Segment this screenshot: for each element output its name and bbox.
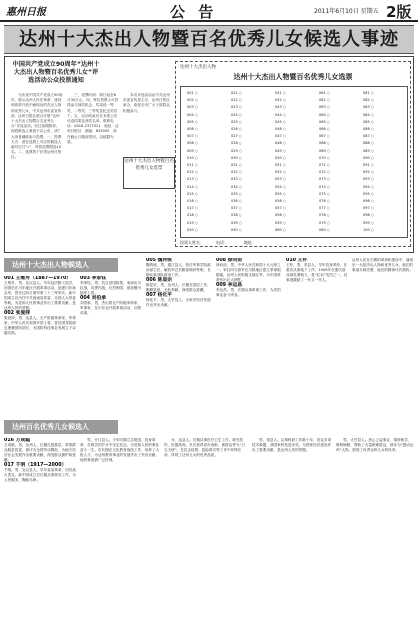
ballot-candidate[interactable]: 044 ○ [275, 112, 286, 117]
bio-column: 001 王维舟（1887—1970） 王维舟，男，宣汉县人。早年赴法勤工俭学，回国后在川东地区开展革命活动，创建川东游击军，曾任红四方面军第三十三军军长，新中国成立后历任中共西南局常委、全国人大常委等职，为党和人民的事业作出了重要贡献，是达州人民的骄傲。 002 张爱萍 张爱萍，男，达县人。无产阶级革命家、军事家，中华人民共和国开国上将，曾任国务院副总理兼国防部长，为国防科技事业发展立下卓越功勋。 [4, 276, 76, 335]
ballot-candidate[interactable]: 001 ○ [187, 91, 198, 95]
ballot-candidate[interactable]: 081 ○ [363, 91, 374, 95]
ballot-candidate[interactable]: 015 ○ [187, 191, 198, 196]
ballot-candidate[interactable]: 042 ○ [275, 98, 286, 103]
ballot-candidate[interactable]: 100 ○ [363, 227, 374, 232]
ballot-candidate[interactable]: 092 ○ [363, 170, 374, 175]
ballot-candidate[interactable]: 098 ○ [363, 213, 374, 218]
bio-column: 008 徐向前 徐向前，男，中华人民共和国十大元帅之一，率红四方面军在川陕地区建立革命根据地，达州人民积极支援红军，为中国革命作出巨大牺牲。 009 李运昌 李运昌，男，长期从事革命工作，为党的事业奋斗终身。 [216, 258, 281, 297]
ballot-title: 达州十大杰出人物暨百名优秀儿女选票 [233, 73, 353, 81]
ballot-candidate[interactable]: 056 ○ [275, 199, 286, 203]
ballot-candidate[interactable]: 027 ○ [231, 134, 242, 139]
section-header-hundred: 达州百名优秀儿女候选人 [4, 420, 118, 434]
bio-heading: 003 李家钰 [80, 276, 107, 281]
ballot-candidate[interactable]: 096 ○ [363, 199, 374, 203]
ballot-grid [180, 86, 408, 238]
ballot-candidate[interactable]: 082 ○ [363, 98, 374, 103]
ballot-candidate[interactable]: 094 ○ [363, 184, 374, 189]
bio-column: 女，达县人。长期从事医疗卫生工作，救死扶伤，医德高尚，多次获得省市表彰，被群众誉为“白衣天使”。在抗击疫情、抢险救灾等工作中冲锋在前，体现了达州儿女的优秀品质。 [164, 438, 245, 457]
ballot-candidate[interactable]: 011 ○ [187, 163, 198, 167]
ballot-candidate[interactable]: 080 ○ [319, 227, 330, 232]
ballot-candidate[interactable]: 059 ○ [275, 220, 286, 225]
ballot-candidate[interactable]: 079 ○ [319, 220, 330, 225]
ballot-candidate[interactable]: 006 ○ [187, 127, 198, 131]
ballot-candidate[interactable]: 091 ○ [363, 163, 374, 167]
bio-column: 男，渠县人。从事科研工作数十年，攻克多项技术难题，获国家科技进步奖，为国家经济建设作出了重要贡献，是达州人民的骄傲。 [252, 438, 332, 452]
bio-heading: 009 李运昌 [216, 283, 243, 288]
ballot-candidate[interactable]: 068 ○ [319, 141, 330, 146]
bio-column: 男，开江县人。少年时期立志报国，投身革命，在艰苦的岁月中坚定信念，为党和人民的事业奋斗一生。后长期在文化教育战线工作，培养了大批人才，为达州教育事业的发展作出了突出贡献。他的事迹被广泛传颂。 [80, 438, 160, 462]
bio-heading: 017 千明（1917—2000） [4, 463, 67, 468]
ballot-candidate[interactable]: 024 ○ [231, 112, 242, 117]
issue-date: 2011年6月10日 星期五 [314, 8, 379, 15]
bio-column: 003 李家钰 李家钰，男，抗日爱国将领，率部出川抗战，英勇作战，壮烈殉国，被追赠为陆军上将。 004 刘伯承 刘伯承，男，杰出的无产阶级革命家、军事家，在川东北开展革命活动，功勋卓著。 [80, 276, 142, 315]
ballot-candidate[interactable]: 047 ○ [275, 134, 286, 139]
ballot-candidate[interactable]: 040 ○ [231, 227, 242, 232]
ballot-candidate[interactable]: 022 ○ [231, 98, 242, 103]
ballot-candidate[interactable]: 069 ○ [319, 148, 330, 153]
ballot-candidate[interactable]: 090 ○ [363, 155, 374, 160]
bio-heading: 004 刘伯承 [80, 296, 107, 301]
ballot-form [175, 61, 411, 247]
ballot-candidate[interactable]: 077 ○ [319, 206, 330, 211]
ballot-candidate[interactable]: 030 ○ [231, 155, 242, 160]
section-title: 公 告 [170, 3, 218, 21]
ballot-candidate[interactable]: 004 ○ [187, 112, 198, 117]
ballot-candidate[interactable]: 016 ○ [187, 199, 198, 203]
ballot-candidate[interactable]: 013 ○ [187, 177, 198, 182]
bio-heading: 006 陈显宗 [146, 278, 173, 283]
ballot-candidate[interactable]: 085 ○ [363, 119, 374, 124]
ballot-candidate[interactable]: 065 ○ [319, 119, 330, 124]
bio-column: 005 魏传统 魏传统，男，通江县人，曾任军事学院政治部主任、解放军总后勤部顾问等职，长期从事部队政治工作。 006 陈显宗 陈显宗，男，达州人，长期在基层工作，勤勤恳恳，无私奉献，深受群众爱戴。 007 杨化平 杨化平，男，大竹县人，为家乡经济发展作出突出贡献。 [146, 258, 211, 307]
ballot-candidate[interactable]: 028 ○ [231, 141, 242, 146]
bio-heading: 001 王维舟（1887—1970） [4, 276, 72, 281]
bio-heading: 002 张爱萍 [4, 311, 31, 316]
bio-column: 016 万成聪 万成聪，男，达州人，长期扎根基层，带领群众脱贫致富，被评为全国劳动模范，为地方经济社会发展作出重要贡献，深受群众拥护和爱戴。 017 千明（1917—2000） 千明，男，宣汉县人，早年参加革命，历经战火洗礼，新中国成立后长期从事领导工作，为人民服务，鞠躬尽瘁。 [4, 438, 76, 482]
ballot-candidate[interactable]: 050 ○ [275, 155, 286, 160]
ballot-footer: 投票人姓名： 电话： 地址： [180, 240, 256, 245]
bio-heading: 008 徐向前 [216, 258, 243, 263]
ballot-candidate[interactable]: 014 ○ [187, 184, 198, 189]
notice-text: 三、投票时间：即日起至6月30日止。四、每位投票人可获得参与抽奖机会，奖项设一等奖、二等奖、三等奖及纪念奖若干。五、活动结束后在本报公布评选结果及获奖名单。联系电话：0818-2377021 地址：达州日报社 邮编：635000 请在截止日期前寄回，以邮戳为准。 [67, 93, 119, 144]
ballot-candidate[interactable]: 064 ○ [319, 112, 330, 117]
ballot-candidate[interactable]: 031 ○ [231, 163, 242, 167]
bio-heading: 010 王朴 [286, 258, 308, 263]
ballot-candidate[interactable]: 074 ○ [319, 184, 330, 189]
ballot-candidate[interactable]: 002 ○ [187, 98, 198, 103]
ballot-candidate[interactable]: 023 ○ [231, 105, 242, 110]
voting-notice [4, 56, 414, 253]
notice-text: 为庆祝中国共产党成立90周年，展示达州人民在革命、建设和改革开放中涌现出的杰出人物和优秀儿女，中共达州市委宣传部、达州日报社联合开展“达州十大杰出人物暨百名优秀儿女”评选活动。经过前期推荐，现将候选人事迹予以公布，请广大读者踊跃参与投票。一、投票方式：请在选票上对应的候选人编号后打“√”，每张选票限选10名。二、选票剪下后寄达州日报社。 [11, 93, 63, 160]
ballot-candidate[interactable]: 086 ○ [363, 127, 374, 131]
ballot-candidate[interactable]: 089 ○ [363, 148, 374, 153]
ballot-candidate[interactable]: 036 ○ [231, 199, 242, 203]
ballot-candidate[interactable]: 008 ○ [187, 141, 198, 146]
ballot-candidate[interactable]: 088 ○ [363, 141, 374, 146]
ballot-candidate[interactable]: 062 ○ [319, 98, 330, 103]
ballot-candidate[interactable]: 007 ○ [187, 134, 198, 139]
ballot-candidate[interactable]: 033 ○ [231, 177, 242, 182]
ballot-candidate[interactable]: 066 ○ [319, 127, 330, 131]
ballot-candidate[interactable]: 052 ○ [275, 170, 286, 175]
bio-column: 男，大竹县人。热心公益事业，捐资助学、修桥铺路，帮助了大量困难群众，被评为“感动达州”人物，展现了优秀达州儿女的风采。 [336, 438, 414, 452]
ballot-candidate[interactable]: 057 ○ [275, 206, 286, 211]
ballot-candidate[interactable]: 075 ○ [319, 191, 330, 196]
ballot-candidate[interactable]: 070 ○ [319, 155, 330, 160]
ballot-candidate[interactable]: 051 ○ [275, 163, 286, 167]
ballot-candidate[interactable]: 045 ○ [275, 119, 286, 124]
ballot-candidate[interactable]: 026 ○ [231, 127, 242, 131]
bio-heading: 005 魏传统 [146, 258, 173, 263]
ballot-candidate[interactable]: 003 ○ [187, 105, 198, 110]
ballot-candidate[interactable]: 097 ○ [363, 206, 374, 211]
ballot-candidate[interactable]: 048 ○ [275, 141, 286, 146]
ballot-candidate[interactable]: 025 ○ [231, 119, 242, 124]
ballot-candidate[interactable]: 067 ○ [319, 134, 330, 139]
ballot-candidate[interactable]: 039 ○ [231, 220, 242, 225]
ballot-candidate[interactable]: 035 ○ [231, 191, 242, 196]
ballot-candidate[interactable]: 037 ○ [231, 206, 242, 211]
ballot-candidate[interactable]: 099 ○ [363, 220, 374, 225]
ballot-candidate[interactable]: 019 ○ [187, 220, 198, 225]
ballot-candidate[interactable]: 029 ○ [231, 148, 242, 153]
ballot-candidate[interactable]: 058 ○ [275, 213, 286, 218]
notice-text: 本次评选活动由中共达州市委宣传部主办，达州日报社承办，欢迎全市广大干部群众积极参与。 [123, 93, 170, 113]
ballot-candidate[interactable]: 076 ○ [319, 199, 330, 203]
ballot-callout: 达州十大杰出人物暨百名优秀儿女选票 [123, 157, 175, 189]
ballot-candidate[interactable]: 053 ○ [275, 177, 286, 182]
ballot-candidate[interactable]: 038 ○ [231, 213, 242, 218]
ballot-candidate[interactable]: 073 ○ [319, 177, 330, 182]
ballot-candidate[interactable]: 018 ○ [187, 213, 198, 218]
ballot-candidate[interactable]: 010 ○ [187, 155, 198, 160]
ballot-candidate[interactable]: 095 ○ [363, 191, 374, 196]
ballot-candidate[interactable]: 021 ○ [231, 91, 242, 95]
ballot-candidate[interactable]: 032 ○ [231, 170, 242, 175]
bio-column: 达州人民在长期的革命和建设中，涌现出一大批杰出人物和优秀儿女，他们的事迹永载史册，他们的精神代代相传。 [352, 258, 414, 272]
ballot-candidate[interactable]: 087 ○ [363, 134, 374, 139]
bio-column: 010 王朴 王朴，男，渠县人，早年投身革命，在重庆从事地下工作，1949年在重庆渣滓洞英勇就义，是“红岩”英烈之一，其事迹激励了一代又一代人。 [286, 258, 348, 282]
ballot-candidate[interactable]: 063 ○ [319, 105, 330, 110]
ballot-candidate[interactable]: 034 ○ [231, 184, 242, 189]
ballot-candidate[interactable]: 017 ○ [187, 206, 198, 211]
ballot-candidate[interactable]: 049 ○ [275, 148, 286, 153]
paper-name: 惠州日报 [6, 7, 46, 18]
ballot-candidate[interactable]: 009 ○ [187, 148, 198, 153]
bio-heading: 007 杨化平 [146, 293, 173, 298]
ballot-candidate[interactable]: 055 ○ [275, 191, 286, 196]
notice-title: 中国共产党成立90周年“达州十大杰出人物暨百名优秀儿女”评选活动公众投票通知 [12, 61, 100, 84]
masthead [0, 0, 418, 22]
ballot-candidate[interactable]: 084 ○ [363, 112, 374, 117]
ballot-candidate[interactable]: 046 ○ [275, 127, 286, 131]
bio-heading: 016 万成聪 [4, 438, 31, 443]
headline: 达州十大杰出人物暨百名优秀儿女候选人事迹 [19, 29, 399, 50]
ballot-candidate[interactable]: 043 ○ [275, 105, 286, 110]
ballot-candidate[interactable]: 054 ○ [275, 184, 286, 189]
ballot-label: 达州十大杰出人物 [180, 65, 216, 70]
ballot-candidate[interactable]: 020 ○ [187, 227, 198, 232]
ballot-candidate[interactable]: 012 ○ [187, 170, 198, 175]
ballot-candidate[interactable]: 061 ○ [319, 91, 330, 95]
section-header-top-ten: 达州十大杰出人物候选人 [4, 258, 118, 272]
page-number: 2版 [386, 3, 412, 21]
ballot-candidate[interactable]: 093 ○ [363, 177, 374, 182]
ballot-candidate[interactable]: 005 ○ [187, 119, 198, 124]
ballot-candidate[interactable]: 041 ○ [275, 91, 286, 95]
ballot-candidate[interactable]: 060 ○ [275, 227, 286, 232]
ballot-candidate[interactable]: 078 ○ [319, 213, 330, 218]
ballot-candidate[interactable]: 071 ○ [319, 163, 330, 167]
ballot-candidate[interactable]: 072 ○ [319, 170, 330, 175]
headline-banner [4, 25, 414, 54]
ballot-candidate[interactable]: 083 ○ [363, 105, 374, 110]
